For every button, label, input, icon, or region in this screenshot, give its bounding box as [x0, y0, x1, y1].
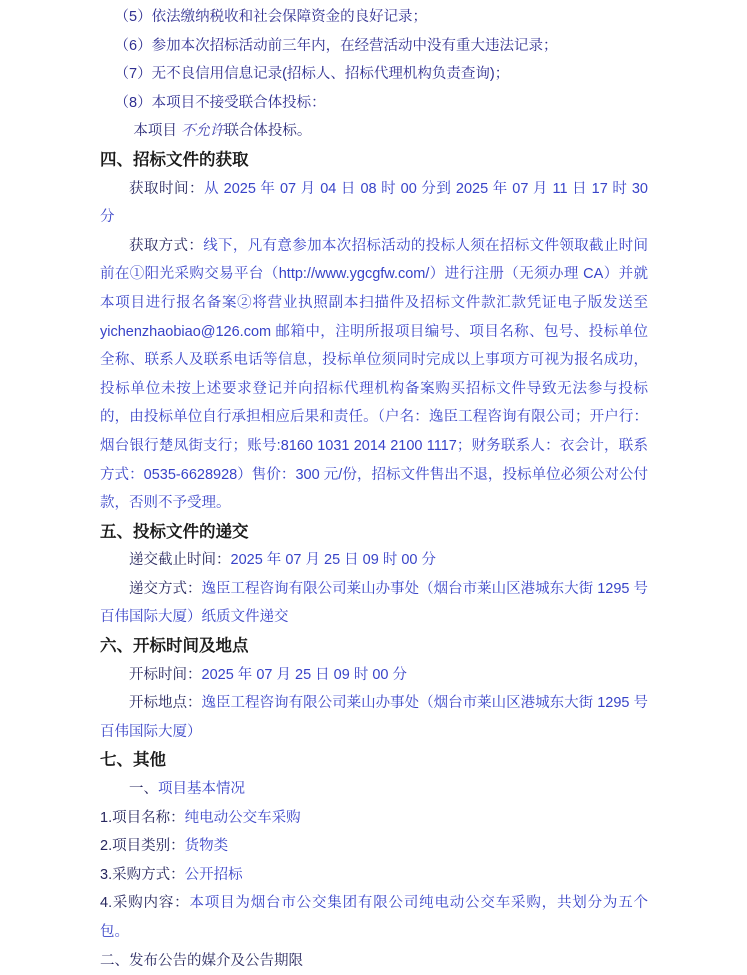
subsection-2-prefix: 二、	[100, 952, 129, 969]
procurement-method-label: 3.采购方式：	[100, 866, 185, 883]
subsection-2-title: 发布公告的媒介及公告期限	[129, 952, 303, 969]
bid-opening-time-line	[100, 661, 648, 690]
project-category-label: 2.项目类别：	[100, 838, 185, 855]
subsection-1-title: 项目基本情况	[158, 781, 245, 798]
qualification-item-7: （7）无不良信用信息记录(招标人、招标代理机构负责查询)；	[114, 66, 510, 83]
bid-opening-place-paragraph	[100, 689, 648, 746]
qualification-item-8: （8）本项目不接受联合体投标：	[114, 94, 326, 111]
procurement-content-line	[100, 889, 648, 946]
section-6-heading: 六、开标时间及地点	[100, 637, 249, 656]
submission-method-label: 递交方式：	[129, 580, 202, 597]
subsection-2-heading	[100, 947, 648, 975]
obtain-time-line	[100, 175, 648, 232]
project-name-line	[100, 804, 648, 833]
obtain-time-value: 从 2025 年 07 月 04 日 08 时 00 分到 2025 年 07 月 11 日 17 时 30 分	[100, 180, 648, 226]
qualification-item-6: （6）参加本次招标活动前三年内，在经营活动中没有重大违法记录；	[114, 37, 558, 54]
bid-opening-time-label: 开标时间：	[129, 666, 202, 683]
project-category-line	[100, 832, 648, 861]
submission-deadline-label: 递交截止时间：	[129, 552, 231, 569]
subsection-1-prefix: 一、	[129, 781, 158, 798]
procurement-content-label: 4.采购内容：	[100, 895, 190, 912]
project-name-label: 1.项目名称：	[100, 809, 185, 826]
obtain-method-paragraph	[100, 232, 648, 518]
obtain-method-label: 获取方式：	[129, 237, 204, 254]
qualification-item-5: （5）依法缴纳税收和社会保障资金的良好记录；	[114, 9, 428, 25]
submission-method-paragraph	[100, 575, 648, 632]
bid-opening-place-value: 逸臣工程咨询有限公司莱山办事处（烟台市莱山区港城东大街 1295 号百伟国际大厦）	[100, 695, 649, 740]
procurement-method-line	[100, 861, 648, 890]
section-5-heading: 五、投标文件的递交	[100, 522, 249, 541]
submission-method-value: 逸臣工程咨询有限公司莱山办事处（烟台市莱山区港城东大街 1295 号百伟国际大厦）纸质文件递交	[100, 580, 649, 626]
bid-opening-place-label: 开标地点：	[129, 695, 202, 712]
obtain-time-label: 获取时间：	[129, 180, 205, 197]
consortium-note-pre: 本项目	[133, 123, 181, 140]
bid-opening-time-value: 2025 年 07 月 25 日 09 时 00 分	[201, 666, 408, 683]
project-name-value: 纯电动公交车采购	[184, 809, 301, 826]
consortium-note-post: 联合体投标。	[224, 123, 312, 140]
consortium-note	[100, 117, 648, 146]
consortium-note-emphasis: 不允许	[180, 123, 225, 140]
section-4-heading: 四、招标文件的获取	[100, 150, 249, 169]
procurement-content-value: 本项目为烟台市公交集团有限公司纯电动公交车采购，共划分为五个包。	[100, 895, 649, 940]
procurement-method-value: 公开招标	[184, 866, 243, 883]
submission-deadline-value: 2025 年 07 月 25 日 09 时 00 分	[230, 552, 437, 569]
project-category-value: 货物类	[184, 838, 229, 855]
obtain-method-value: 线下，凡有意参加本次招标活动的投标人须在招标文件领取截止时间前在①阳光采购交易平台（http://www.ygcgfw.com/）进行注册（无须办理 CA）并就本项目进行报名备案②将营业执照副本扫描件及招标文件款汇款凭证电子版发送至 yichenzhaobiao@126.com 邮箱中，注明所报项目编号、项目名称、包号、投标单位全称、联系人及联系电话等信息，投标单位须同时完成以上事项方可视为报名成功，投标单位未按上述要求登记并向招标代理机构备案购买招标文件导致无法参与投标的，由投标单位自行承担相应后果和责任。（户名：逸臣工程咨询有限公司；开户行：烟台银行楚凤街支行；账号:8160 1031 2014 2100 1117；财务联系人：衣会计，联系方式：0535-6628928）售价：300 元/份，招标文件售出不退，投标单位必须公对公付款，否则不予受理。	[100, 237, 649, 512]
submission-deadline-line	[100, 546, 648, 575]
section-7-heading: 七、其他	[100, 751, 166, 770]
subsection-1-heading	[100, 775, 648, 804]
